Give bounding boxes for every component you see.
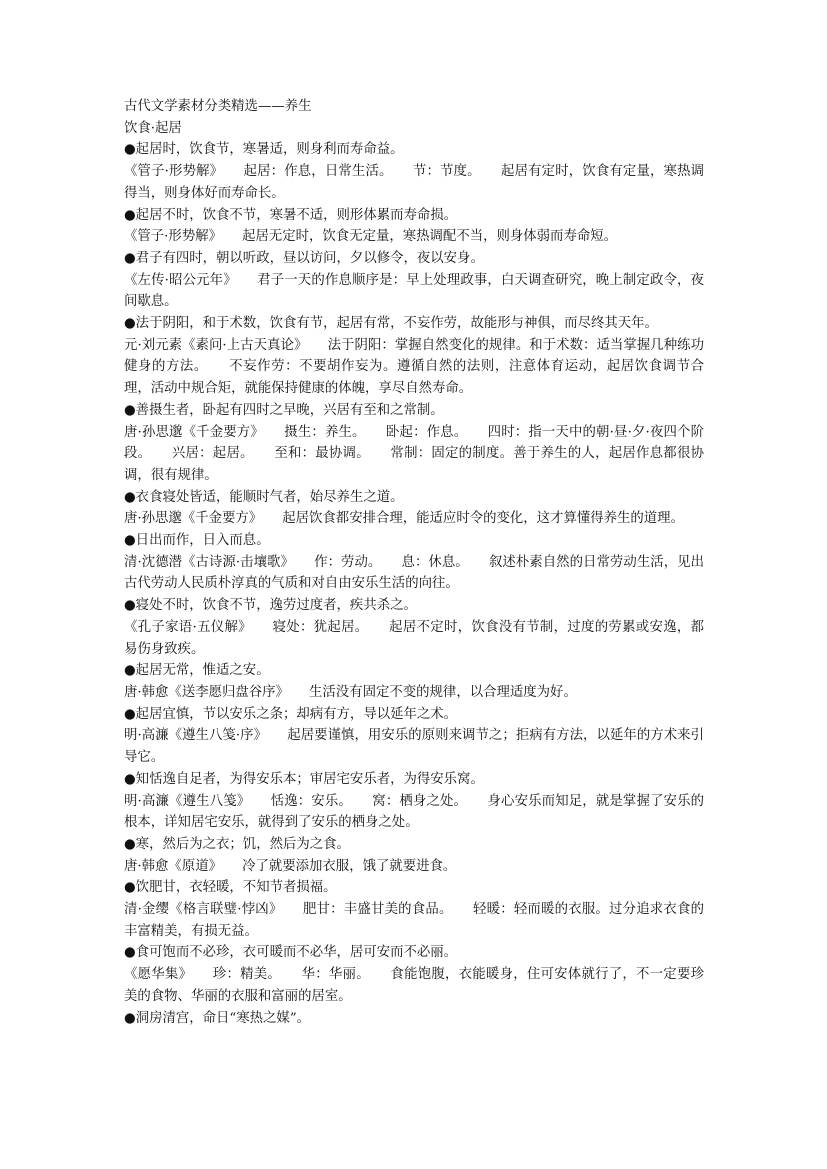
- entry-annotation: 《管子·形势解》 起居无定时，饮食无定量，寒热调配不当，则身体弱而寿命短。: [124, 229, 618, 245]
- entry-annotation: 《愿华集》 珍：精美。 华：华丽。 食能饱腹，衣能暖身，住可安体就行了，不一定要珍美的食物、华丽的衣服和富丽的居室。: [124, 967, 704, 1004]
- section-heading: 饮食·起居: [124, 120, 182, 136]
- entry-quote: ●起居宜慎，节以安乐之条；却病有方，导以延年之术。: [124, 706, 458, 722]
- entry-quote: ●起居时，饮食节，寒暑适，则身利而寿命益。: [124, 142, 404, 158]
- entry-quote: ●食可饱而不必珍，衣可暖而不必华，居可安而不必丽。: [124, 945, 458, 961]
- entry-list: [124, 139, 704, 1029]
- entry-annotation: 清·金缨《格言联璧·悖凶》 肥甘：丰盛甘美的食品。 轻暖：轻而暖的衣服。过分追求衣食的丰富精美，有损无益。: [124, 902, 704, 939]
- entry-quote: ●寝处不时，饮食不节，逸劳过度者，疾共杀之。: [124, 598, 417, 614]
- entry-quote: ●寒，然后为之衣；饥，然后为之食。: [124, 836, 350, 852]
- entry-quote: ●起居不时，饮食不节，寒暑不适，则形体累而寿命损。: [124, 207, 458, 223]
- entry-annotation: 明·高濂《遵生八笺·序》 起居要谨慎，用安乐的原则来调节之；拒病有方法，以延年的方术来引导它。: [124, 728, 704, 766]
- entry-quote: ●君子有四时，朝以听政，昼以访问，夕以修令，夜以安身。: [124, 250, 484, 266]
- entry-quote: ●洞房清宫，命日“寒热之媒”。: [124, 1010, 311, 1026]
- entry-annotation: 元·刘元素《素问·上古天真论》 法于阴阳：掌握自然变化的规律。和于术数：适当掌握几种练功健身的方法。 不妄作劳：不要胡作妄为。遵循自然的法则，注意体育运动，起居饮食调节合理，活动中规合矩，就能保持健康的体魄，享尽自然寿命。: [124, 337, 704, 397]
- entry-annotation: 明·高濂《遵生八笺》 恬逸：安乐。 窝：栖身之处。 身心安乐而知足，就是掌握了安乐的根本，详知居宅安乐，就得到了安乐的栖身之处。: [124, 793, 704, 831]
- entry-annotation: 唐·韩愈《原道》 冷了就要添加衣服，饿了就要进食。: [124, 858, 457, 874]
- entry-quote: ●善摄生者，卧起有四时之早晚，兴居有至和之常制。: [124, 402, 444, 418]
- entry-annotation: 唐·孙思邈《千金要方》 起居饮食都安排合理，能适应时令的变化，这才算懂得养生的道理。: [124, 511, 684, 527]
- entry-annotation: 清·沈德潜《古诗源·击壤歌》 作：劳动。 息：休息。 叙述朴素自然的日常劳动生活，见出古代劳动人民质朴淳真的气质和对自由安乐生活的向往。: [124, 554, 704, 592]
- document-title: 古代文学素材分类精选——养生: [124, 99, 312, 114]
- entry-quote: ●知恬逸自足者，为得安乐本；审居宅安乐者，为得安乐窝。: [124, 771, 484, 787]
- entry-quote: ●衣食寝处皆适，能顺时气者，始尽养生之道。: [124, 489, 404, 505]
- entry-quote: ●起居无常，惟适之安。: [124, 663, 270, 679]
- entry-annotation: 《管子·形势解》 起居：作息，日常生活。 节：节度。 起居有定时，饮食有定量，寒热调得当，则身体好而寿命长。: [124, 164, 704, 201]
- entry-annotation: 《左传·昭公元年》 君子一天的作息顺序是：早上处理政事，白天调查研究，晚上制定政令，夜间歇息。: [124, 272, 704, 310]
- entry-annotation: 唐·孙思邈《千金要方》 摄生：养生。 卧起：作息。 四时：指一天中的朝·昼·夕·夜四个阶段。 兴居：起居。 至和：最协调。 常制：固定的制度。善于养生的人，起居作息都很协调，很有规律。: [124, 424, 704, 483]
- entry-quote: ●法于阴阳，和于术数，饮食有节，起居有常，不妄作劳，故能形与神俱，而尽终其天年。: [124, 316, 658, 332]
- entry-annotation: 《孔子家语·五仪解》 寝处：犹起居。 起居不定时，饮食没有节制，过度的劳累或安逸，都易伤身致疾。: [124, 619, 704, 657]
- entry-annotation: 唐·韩愈《送李愿归盘谷序》 生活没有固定不变的规律，以合理适度为好。: [124, 684, 577, 700]
- entry-quote: ●饮肥甘，衣轻暖，不知节者损福。: [124, 880, 337, 896]
- entry-quote: ●日出而作，日入而息。: [124, 533, 270, 549]
- document-page: [124, 96, 704, 1029]
